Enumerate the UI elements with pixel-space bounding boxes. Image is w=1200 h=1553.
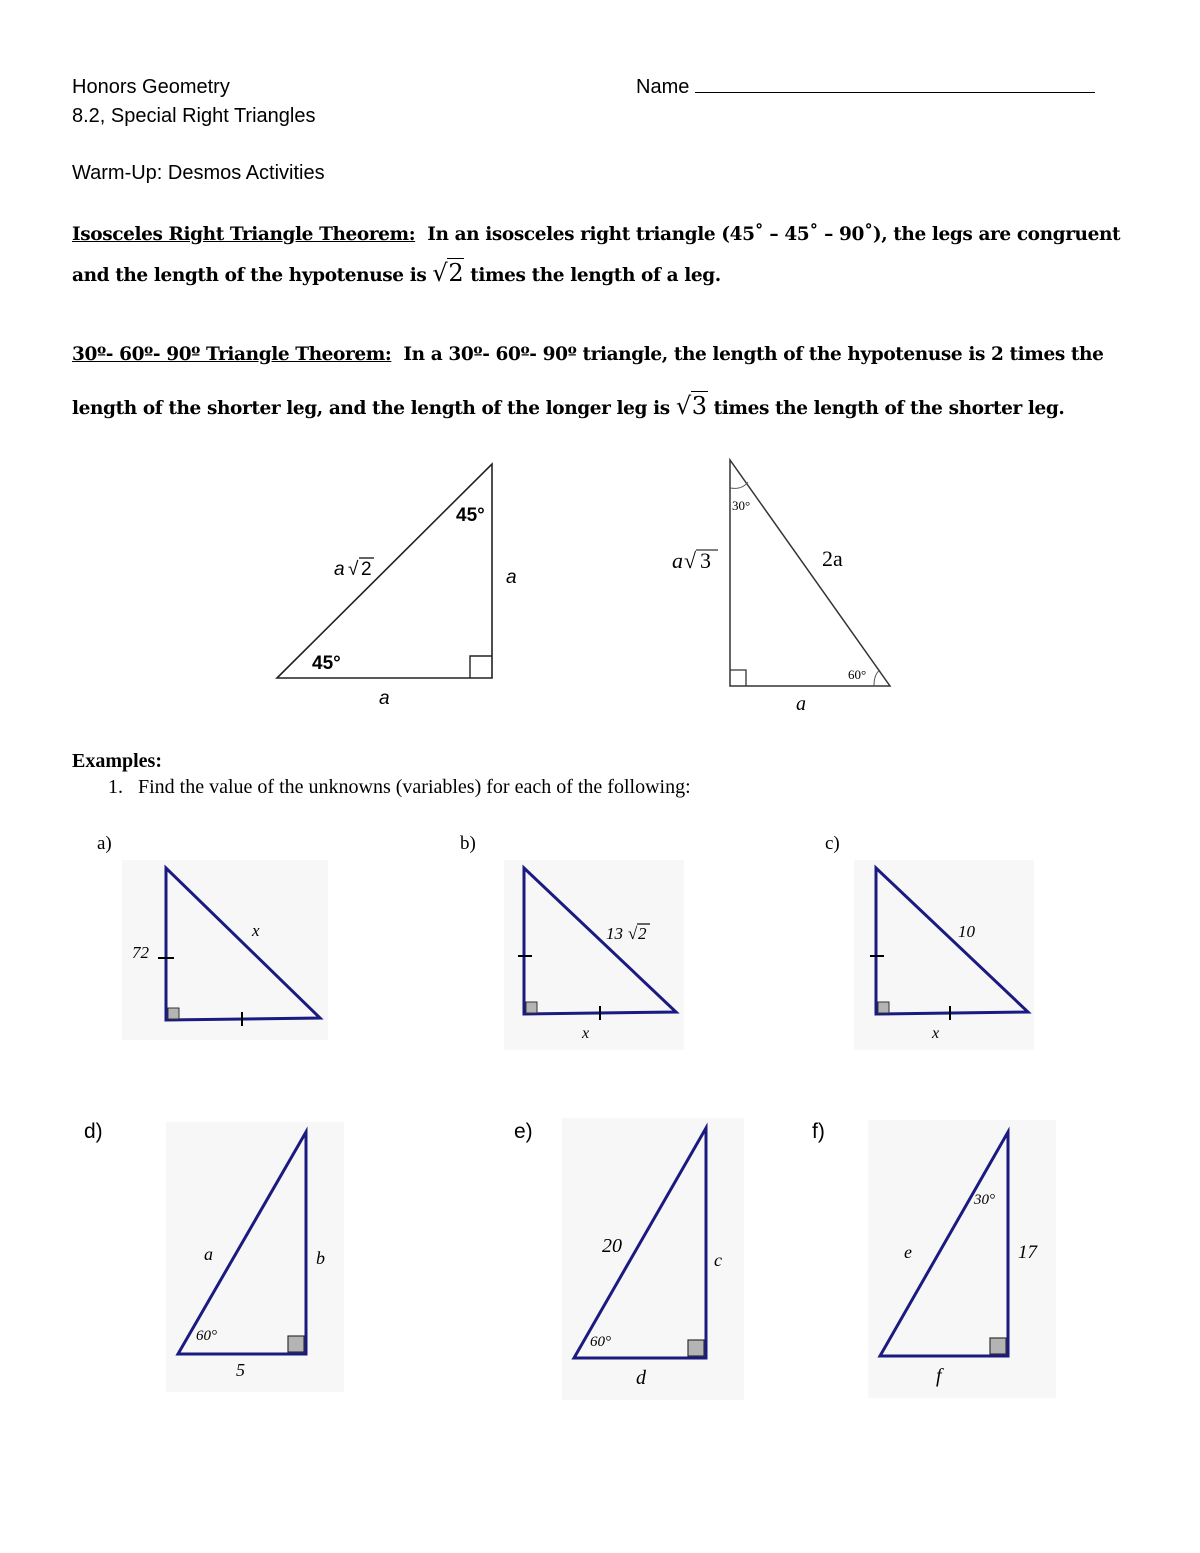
- theorem1-line2: [72, 259, 721, 287]
- angle-top-label: 45°: [456, 505, 485, 526]
- name-field[interactable]: [636, 76, 1095, 99]
- theorem1-text1: In an isosceles right triangle (45˚ – 45˚ – 90˚), the legs are congruent: [427, 224, 1121, 245]
- sqrt-symbol: √2: [432, 259, 464, 287]
- example-item-1: [108, 776, 691, 799]
- long-leg-coef: a: [672, 548, 683, 573]
- hypotenuse-label: e: [904, 1242, 912, 1262]
- hypotenuse-label: a: [204, 1244, 213, 1264]
- diagram-background: [662, 452, 910, 725]
- angle-label: 60°: [196, 1328, 217, 1344]
- problem-c-label: c): [825, 833, 840, 854]
- base-label: 5: [236, 1360, 245, 1380]
- problem-a-label: a): [97, 833, 112, 854]
- section-title: 8.2, Special Right Triangles: [72, 105, 316, 127]
- theorem2-radicand: 3: [691, 392, 707, 420]
- sqrt-symbol: √3: [675, 392, 707, 420]
- problem-d-figure: [166, 1122, 344, 1392]
- name-label: Name: [636, 76, 690, 98]
- leg-label: x: [582, 1025, 590, 1042]
- angle-bottom-label: 45°: [312, 653, 341, 674]
- base-label: d: [636, 1367, 646, 1389]
- problem-e-label: e): [514, 1120, 533, 1143]
- diagram-45-45-90: [270, 455, 517, 715]
- vertical-leg-label: 17: [1018, 1242, 1037, 1263]
- right-angle-marker: [990, 1338, 1006, 1354]
- name-blank-line[interactable]: [695, 78, 1095, 93]
- diagram-30-60-90: [662, 452, 912, 727]
- sqrt-symbol: √: [348, 559, 359, 580]
- vertical-leg-label: a: [506, 567, 517, 588]
- theorem2-line1: [72, 344, 1103, 365]
- right-angle-marker: [526, 1002, 537, 1013]
- problem-a-figure: [122, 860, 328, 1040]
- right-angle-marker: [688, 1340, 704, 1356]
- theorem2-text1: In a 30º- 60º- 90º triangle, the length of the hypotenuse is 2 times the: [403, 344, 1104, 365]
- hypotenuse-coef: 13: [606, 924, 623, 943]
- problem-b-figure: [504, 860, 684, 1050]
- item-number: 1.: [108, 776, 123, 798]
- short-leg-label: a: [796, 693, 806, 715]
- base-label: f: [936, 1365, 942, 1387]
- sqrt-symbol: √: [684, 548, 697, 573]
- angle-top-label: 30°: [732, 498, 751, 513]
- right-angle-marker: [288, 1336, 304, 1352]
- vertical-leg-label: c: [714, 1250, 722, 1270]
- hypotenuse-label: 2a: [822, 546, 843, 571]
- problem-f-figure: [868, 1120, 1056, 1398]
- theorem1-radicand: 2: [448, 259, 464, 287]
- examples-heading: Examples:: [72, 750, 162, 772]
- course-title: Honors Geometry: [72, 76, 230, 98]
- figure-panel: [122, 860, 328, 1040]
- hypotenuse-label: 10: [958, 922, 975, 941]
- problem-e-figure: [562, 1118, 744, 1400]
- horizontal-leg-label: a: [379, 688, 390, 709]
- theorem1-text2b: times the length of a leg.: [470, 265, 721, 286]
- warmup-line: Warm-Up: Desmos Activities: [72, 162, 325, 184]
- theorem2-title: 30º- 60º- 90º Triangle Theorem:: [72, 344, 392, 365]
- long-leg-radicand: 3: [700, 548, 711, 573]
- leg-label: 72: [132, 943, 149, 962]
- theorem1-title: Isosceles Right Triangle Theorem:: [72, 224, 416, 245]
- right-angle-marker: [470, 656, 492, 678]
- theorem1-text2a: and the length of the hypotenuse is: [72, 265, 427, 286]
- hypotenuse-radicand: 2: [638, 924, 647, 943]
- angle-label: 30°: [974, 1192, 995, 1208]
- sqrt-symbol: √: [628, 924, 638, 943]
- hypotenuse-label: x: [252, 921, 260, 940]
- angle-bottom-label: 60°: [848, 667, 867, 682]
- theorem2-text2a: length of the shorter leg, and the length of the longer leg is: [72, 398, 670, 419]
- vertical-leg-label: b: [316, 1248, 325, 1268]
- problem-f-label: f): [812, 1120, 825, 1143]
- hypotenuse-coef: a: [334, 559, 345, 580]
- triangle-45: [277, 464, 492, 678]
- theorem2-line2: [72, 392, 1064, 420]
- leg-label: x: [932, 1025, 940, 1042]
- hypotenuse-radicand: 2: [361, 559, 372, 580]
- problem-b-label: b): [460, 833, 476, 854]
- item-text: Find the value of the unknowns (variables) for each of the following:: [138, 776, 691, 798]
- theorem2-text2b: times the length of the shorter leg.: [713, 398, 1065, 419]
- problem-c-figure: [854, 860, 1034, 1050]
- problem-d-label: d): [84, 1120, 103, 1143]
- theorem1-line1: [72, 224, 1120, 245]
- right-angle-marker: [168, 1008, 179, 1019]
- angle-label: 60°: [590, 1334, 611, 1350]
- hypotenuse-label: 20: [602, 1235, 622, 1257]
- right-angle-marker: [878, 1002, 889, 1013]
